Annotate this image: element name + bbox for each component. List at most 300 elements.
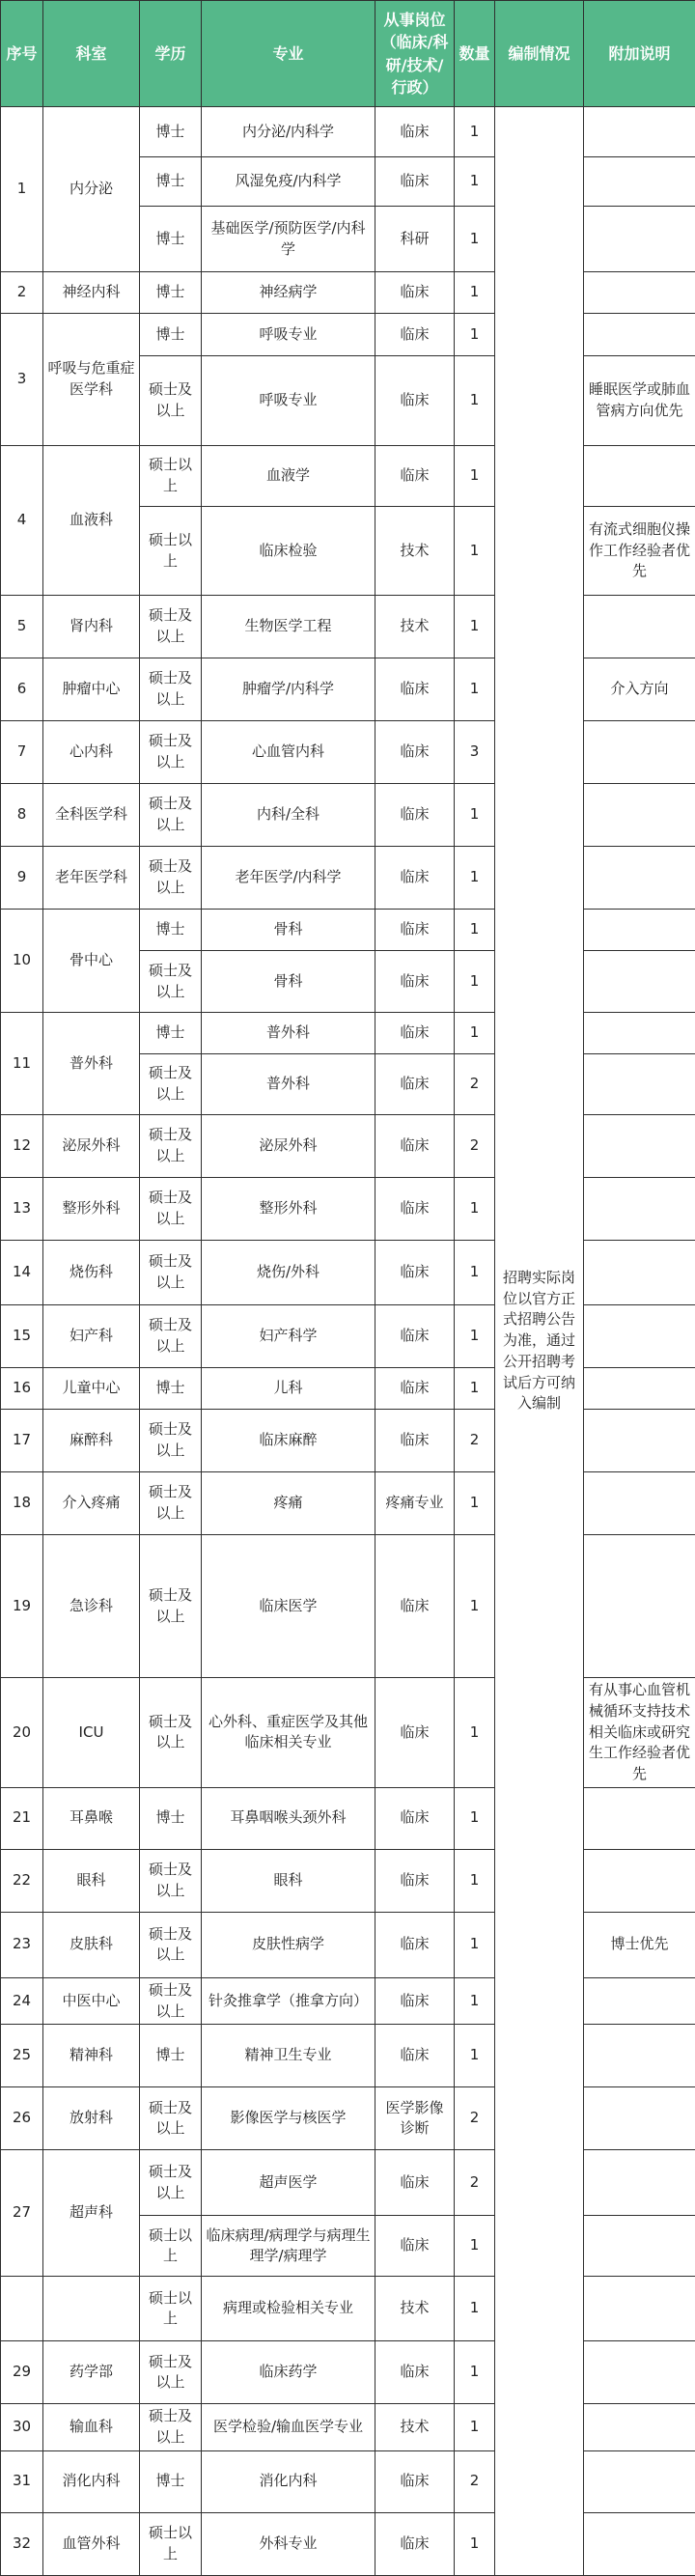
table-row: [1, 658, 695, 721]
note-cell: [584, 1787, 695, 1849]
table-row: [1, 2512, 695, 2575]
major-cell: 风湿免疫/内科学: [202, 157, 375, 207]
seq-cell: 12: [1, 1115, 43, 1178]
note-cell: 有流式细胞仪操作工作经验者优先: [584, 507, 695, 596]
note-cell: [584, 1054, 695, 1115]
count-cell: 1: [455, 951, 495, 1013]
dept-cell: 呼吸与危重症医学科: [43, 314, 140, 446]
table-row: [1, 910, 695, 951]
edu-cell: 博士: [140, 1787, 202, 1849]
major-cell: 整形外科: [202, 1178, 375, 1241]
table-row: [1, 784, 695, 847]
header-row: [1, 1, 695, 107]
seq-cell: 32: [1, 2512, 43, 2575]
note-cell: [584, 157, 695, 207]
dept-cell: 放射科: [43, 2087, 140, 2150]
count-cell: 1: [455, 1178, 495, 1241]
seq-cell: 8: [1, 784, 43, 847]
post-cell: 临床: [375, 847, 455, 910]
major-cell: 超声医学: [202, 2150, 375, 2216]
table-row: [1, 721, 695, 784]
post-cell: 临床: [375, 356, 455, 446]
dept-cell: 超声科: [43, 2150, 140, 2277]
seq-cell: 23: [1, 1912, 43, 1977]
seq-cell: 19: [1, 1535, 43, 1678]
major-cell: 普外科: [202, 1013, 375, 1054]
major-cell: 儿科: [202, 1368, 375, 1410]
major-cell: 泌尿外科: [202, 1115, 375, 1178]
note-cell: [584, 1368, 695, 1410]
count-cell: 1: [455, 2277, 495, 2341]
major-cell: 眼科: [202, 1849, 375, 1912]
note-cell: [584, 1305, 695, 1368]
seq-cell: 7: [1, 721, 43, 784]
edu-cell: 硕士以上: [140, 2512, 202, 2575]
edu-cell: 博士: [140, 157, 202, 207]
note-cell: [584, 2277, 695, 2341]
major-cell: 普外科: [202, 1054, 375, 1115]
header-dept: 科室: [43, 1, 140, 107]
major-cell: 呼吸专业: [202, 314, 375, 356]
seq-cell: 22: [1, 1849, 43, 1912]
note-cell: [584, 2450, 695, 2512]
table-row: [1, 1787, 695, 1849]
count-cell: 1: [455, 910, 495, 951]
edu-cell: 硕士及以上: [140, 1912, 202, 1977]
edu-cell: 博士: [140, 2025, 202, 2087]
major-cell: 疼痛: [202, 1472, 375, 1535]
dept-cell: 急诊科: [43, 1535, 140, 1678]
edu-cell: 硕士以上: [140, 507, 202, 596]
edu-cell: 硕士及以上: [140, 658, 202, 721]
post-cell: 临床: [375, 1305, 455, 1368]
post-cell: 临床: [375, 658, 455, 721]
major-cell: 临床药学: [202, 2341, 375, 2404]
count-cell: 3: [455, 721, 495, 784]
seq-cell: 2: [1, 272, 43, 314]
edu-cell: 硕士及以上: [140, 1305, 202, 1368]
major-cell: 烧伤/外科: [202, 1241, 375, 1305]
post-cell: 临床: [375, 107, 455, 157]
seq-cell: 18: [1, 1472, 43, 1535]
dept-cell: 妇产科: [43, 1305, 140, 1368]
post-cell: 临床: [375, 1013, 455, 1054]
table-row: [1, 1368, 695, 1410]
edu-cell: 博士: [140, 1368, 202, 1410]
major-cell: 骨科: [202, 951, 375, 1013]
dept-cell: 全科医学科: [43, 784, 140, 847]
post-cell: 临床: [375, 314, 455, 356]
post-cell: 临床: [375, 1535, 455, 1678]
note-cell: [584, 596, 695, 658]
post-cell: 临床: [375, 1849, 455, 1912]
post-cell: 科研: [375, 207, 455, 272]
count-cell: 1: [455, 1535, 495, 1678]
table-row: [1, 596, 695, 658]
seq-cell: 15: [1, 1305, 43, 1368]
edu-cell: 硕士及以上: [140, 356, 202, 446]
table-row: [1, 1410, 695, 1472]
post-cell: 技术: [375, 596, 455, 658]
count-cell: 2: [455, 1115, 495, 1178]
table-row: [1, 1115, 695, 1178]
count-cell: 1: [455, 1305, 495, 1368]
dept-cell: 神经内科: [43, 272, 140, 314]
seq-cell: 3: [1, 314, 43, 446]
dept-cell: 儿童中心: [43, 1368, 140, 1410]
seq-cell: 4: [1, 446, 43, 596]
seq-cell: 20: [1, 1678, 43, 1788]
edu-cell: 硕士及以上: [140, 596, 202, 658]
count-cell: 2: [455, 2150, 495, 2216]
major-cell: 医学检验/输血医学专业: [202, 2404, 375, 2451]
seq-cell: 11: [1, 1013, 43, 1115]
table-row: [1, 1977, 695, 2025]
note-cell: [584, 272, 695, 314]
table-row: [1, 2404, 695, 2451]
note-cell: 有从事心血管机械循环支持技术相关临床或研究生工作经验者优先: [584, 1678, 695, 1788]
seq-cell: 16: [1, 1368, 43, 1410]
dept-cell: 药学部: [43, 2341, 140, 2404]
table-row: [1, 314, 695, 356]
table-row: [1, 2087, 695, 2150]
count-cell: 1: [455, 356, 495, 446]
dept-cell: 皮肤科: [43, 1912, 140, 1977]
post-cell: 临床: [375, 721, 455, 784]
edu-cell: 硕士及以上: [140, 1678, 202, 1788]
table-row: [1, 1912, 695, 1977]
table-row: [1, 1305, 695, 1368]
count-cell: 1: [455, 2216, 495, 2277]
seq-cell: 29: [1, 2341, 43, 2404]
major-cell: 呼吸专业: [202, 356, 375, 446]
post-cell: 临床: [375, 2216, 455, 2277]
edu-cell: 硕士及以上: [140, 847, 202, 910]
post-cell: 临床: [375, 2341, 455, 2404]
dept-cell: 肾内科: [43, 596, 140, 658]
header-staffing: 编制情况: [495, 1, 584, 107]
count-cell: 1: [455, 2025, 495, 2087]
edu-cell: 博士: [140, 2450, 202, 2512]
dept-cell: 精神科: [43, 2025, 140, 2087]
note-cell: [584, 446, 695, 507]
note-cell: [584, 1535, 695, 1678]
post-cell: 临床: [375, 1787, 455, 1849]
major-cell: 临床麻醉: [202, 1410, 375, 1472]
seq-cell: 25: [1, 2025, 43, 2087]
post-cell: 临床: [375, 1241, 455, 1305]
major-cell: 基础医学/预防医学/内科学: [202, 207, 375, 272]
count-cell: 1: [455, 1678, 495, 1788]
note-cell: [584, 2404, 695, 2451]
dept-cell: 介入疼痛: [43, 1472, 140, 1535]
note-cell: [584, 951, 695, 1013]
note-cell: [584, 721, 695, 784]
major-cell: 心血管内科: [202, 721, 375, 784]
count-cell: 1: [455, 596, 495, 658]
edu-cell: 硕士及以上: [140, 1241, 202, 1305]
edu-cell: 硕士及以上: [140, 1410, 202, 1472]
seq-cell: 26: [1, 2087, 43, 2150]
post-cell: 临床: [375, 951, 455, 1013]
edu-cell: 硕士及以上: [140, 2404, 202, 2451]
post-cell: 临床: [375, 1054, 455, 1115]
seq-cell: 31: [1, 2450, 43, 2512]
major-cell: 血液学: [202, 446, 375, 507]
table-row: [1, 2277, 695, 2341]
dept-cell: 耳鼻喉: [43, 1787, 140, 1849]
post-cell: 临床: [375, 272, 455, 314]
note-cell: [584, 1115, 695, 1178]
edu-cell: 硕士及以上: [140, 951, 202, 1013]
major-cell: 妇产科学: [202, 1305, 375, 1368]
table-row: [1, 1472, 695, 1535]
note-cell: [584, 784, 695, 847]
major-cell: 外科专业: [202, 2512, 375, 2575]
major-cell: 精神卫生专业: [202, 2025, 375, 2087]
count-cell: 1: [455, 658, 495, 721]
seq-cell: [1, 2277, 43, 2341]
note-cell: [584, 2025, 695, 2087]
note-cell: [584, 1178, 695, 1241]
major-cell: 临床检验: [202, 507, 375, 596]
table-row: [1, 2025, 695, 2087]
post-cell: 临床: [375, 1977, 455, 2025]
count-cell: 1: [455, 1787, 495, 1849]
edu-cell: 硕士及以上: [140, 1535, 202, 1678]
table-row: [1, 2341, 695, 2404]
count-cell: 1: [455, 1368, 495, 1410]
post-cell: 临床: [375, 2025, 455, 2087]
major-cell: 临床病理/病理学与病理生理学/病理学: [202, 2216, 375, 2277]
table-row: [1, 1178, 695, 1241]
table-row: [1, 272, 695, 314]
major-cell: 老年医学/内科学: [202, 847, 375, 910]
count-cell: 2: [455, 1054, 495, 1115]
note-cell: [584, 2216, 695, 2277]
count-cell: 1: [455, 1849, 495, 1912]
post-cell: 临床: [375, 1115, 455, 1178]
table-row: [1, 2450, 695, 2512]
major-cell: 病理或检验相关专业: [202, 2277, 375, 2341]
table-row: [1, 847, 695, 910]
note-cell: [584, 1472, 695, 1535]
count-cell: 1: [455, 1013, 495, 1054]
edu-cell: 硕士以上: [140, 2277, 202, 2341]
note-cell: [584, 2341, 695, 2404]
count-cell: 1: [455, 1977, 495, 2025]
edu-cell: 硕士及以上: [140, 1472, 202, 1535]
header-post: 从事岗位（临床/科研/技术/行政）: [375, 1, 455, 107]
seq-cell: 5: [1, 596, 43, 658]
seq-cell: 17: [1, 1410, 43, 1472]
count-cell: 1: [455, 446, 495, 507]
table-row: [1, 1678, 695, 1788]
table-row: [1, 1535, 695, 1678]
header-seq: 序号: [1, 1, 43, 107]
count-cell: 2: [455, 1410, 495, 1472]
seq-cell: 10: [1, 910, 43, 1013]
edu-cell: 硕士及以上: [140, 1178, 202, 1241]
seq-cell: 21: [1, 1787, 43, 1849]
post-cell: 临床: [375, 446, 455, 507]
edu-cell: 博士: [140, 314, 202, 356]
seq-cell: 27: [1, 2150, 43, 2277]
note-cell: 介入方向: [584, 658, 695, 721]
major-cell: 生物医学工程: [202, 596, 375, 658]
edu-cell: 博士: [140, 910, 202, 951]
post-cell: 技术: [375, 2404, 455, 2451]
dept-cell: 中医中心: [43, 1977, 140, 2025]
table-row: [1, 1013, 695, 1054]
seq-cell: 1: [1, 107, 43, 272]
count-cell: 1: [455, 272, 495, 314]
edu-cell: 硕士以上: [140, 2216, 202, 2277]
post-cell: 临床: [375, 2150, 455, 2216]
edu-cell: 硕士及以上: [140, 1115, 202, 1178]
dept-cell: [43, 2277, 140, 2341]
post-cell: 疼痛专业: [375, 1472, 455, 1535]
count-cell: 1: [455, 1912, 495, 1977]
count-cell: 2: [455, 2087, 495, 2150]
post-cell: 技术: [375, 2277, 455, 2341]
note-cell: [584, 314, 695, 356]
major-cell: 耳鼻咽喉头颈外科: [202, 1787, 375, 1849]
edu-cell: 硕士以上: [140, 446, 202, 507]
note-cell: [584, 1241, 695, 1305]
post-cell: 临床: [375, 1912, 455, 1977]
seq-cell: 6: [1, 658, 43, 721]
seq-cell: 9: [1, 847, 43, 910]
table-row: [1, 2150, 695, 2216]
header-major: 专业: [202, 1, 375, 107]
dept-cell: 烧伤科: [43, 1241, 140, 1305]
seq-cell: 24: [1, 1977, 43, 2025]
major-cell: 影像医学与核医学: [202, 2087, 375, 2150]
edu-cell: 硕士及以上: [140, 2341, 202, 2404]
dept-cell: 肿瘤中心: [43, 658, 140, 721]
dept-cell: 麻醉科: [43, 1410, 140, 1472]
count-cell: 1: [455, 1472, 495, 1535]
major-cell: 内分泌/内科学: [202, 107, 375, 157]
major-cell: 临床医学: [202, 1535, 375, 1678]
note-cell: [584, 2150, 695, 2216]
note-cell: [584, 847, 695, 910]
dept-cell: 老年医学科: [43, 847, 140, 910]
note-cell: 博士优先: [584, 1912, 695, 1977]
post-cell: 临床: [375, 910, 455, 951]
note-cell: [584, 107, 695, 157]
dept-cell: 内分泌: [43, 107, 140, 272]
edu-cell: 硕士及以上: [140, 1849, 202, 1912]
post-cell: 临床: [375, 2450, 455, 2512]
count-cell: 1: [455, 157, 495, 207]
header-edu: 学历: [140, 1, 202, 107]
count-cell: 1: [455, 2341, 495, 2404]
major-cell: 神经病学: [202, 272, 375, 314]
post-cell: 临床: [375, 1410, 455, 1472]
dept-cell: 泌尿外科: [43, 1115, 140, 1178]
note-cell: [584, 207, 695, 272]
table-row: [1, 1849, 695, 1912]
post-cell: 临床: [375, 1368, 455, 1410]
table-row: [1, 446, 695, 507]
edu-cell: 博士: [140, 107, 202, 157]
count-cell: 1: [455, 2404, 495, 2451]
count-cell: 1: [455, 507, 495, 596]
note-cell: 睡眠医学或肺血管病方向优先: [584, 356, 695, 446]
staffing-note-cell: 招聘实际岗位以官方正式招聘公告为准，通过公开招聘考试后方可纳入编制: [495, 107, 584, 2576]
edu-cell: 博士: [140, 207, 202, 272]
count-cell: 1: [455, 847, 495, 910]
dept-cell: 眼科: [43, 1849, 140, 1912]
dept-cell: 骨中心: [43, 910, 140, 1013]
note-cell: [584, 1849, 695, 1912]
edu-cell: 硕士及以上: [140, 1977, 202, 2025]
edu-cell: 硕士及以上: [140, 2150, 202, 2216]
header-notes: 附加说明: [584, 1, 695, 107]
major-cell: 骨科: [202, 910, 375, 951]
edu-cell: 硕士及以上: [140, 2087, 202, 2150]
count-cell: 1: [455, 1241, 495, 1305]
seq-cell: 13: [1, 1178, 43, 1241]
edu-cell: 博士: [140, 272, 202, 314]
dept-cell: 血管外科: [43, 2512, 140, 2575]
post-cell: 临床: [375, 784, 455, 847]
major-cell: 内科/全科: [202, 784, 375, 847]
edu-cell: 硕士及以上: [140, 721, 202, 784]
note-cell: [584, 1013, 695, 1054]
post-cell: 技术: [375, 507, 455, 596]
dept-cell: 心内科: [43, 721, 140, 784]
count-cell: 1: [455, 107, 495, 157]
major-cell: 心外科、重症医学及其他临床相关专业: [202, 1678, 375, 1788]
major-cell: 针灸推拿学（推拿方向）: [202, 1977, 375, 2025]
count-cell: 2: [455, 2450, 495, 2512]
note-cell: [584, 2087, 695, 2150]
dept-cell: 普外科: [43, 1013, 140, 1115]
count-cell: 1: [455, 314, 495, 356]
dept-cell: ICU: [43, 1678, 140, 1788]
dept-cell: 整形外科: [43, 1178, 140, 1241]
table-row: [1, 1241, 695, 1305]
major-cell: 皮肤性病学: [202, 1912, 375, 1977]
post-cell: 临床: [375, 2512, 455, 2575]
note-cell: [584, 1410, 695, 1472]
count-cell: 1: [455, 207, 495, 272]
edu-cell: 博士: [140, 1013, 202, 1054]
seq-cell: 14: [1, 1241, 43, 1305]
major-cell: 肿瘤学/内科学: [202, 658, 375, 721]
count-cell: 1: [455, 2512, 495, 2575]
post-cell: 临床: [375, 1178, 455, 1241]
edu-cell: 硕士及以上: [140, 1054, 202, 1115]
edu-cell: 硕士及以上: [140, 784, 202, 847]
dept-cell: 输血科: [43, 2404, 140, 2451]
note-cell: [584, 2512, 695, 2575]
table-row: [1, 107, 695, 157]
seq-cell: 30: [1, 2404, 43, 2451]
count-cell: 1: [455, 784, 495, 847]
major-cell: 消化内科: [202, 2450, 375, 2512]
dept-cell: 消化内科: [43, 2450, 140, 2512]
post-cell: 临床: [375, 1678, 455, 1788]
post-cell: 医学影像诊断: [375, 2087, 455, 2150]
header-count: 数量: [455, 1, 495, 107]
dept-cell: 血液科: [43, 446, 140, 596]
post-cell: 临床: [375, 157, 455, 207]
note-cell: [584, 910, 695, 951]
